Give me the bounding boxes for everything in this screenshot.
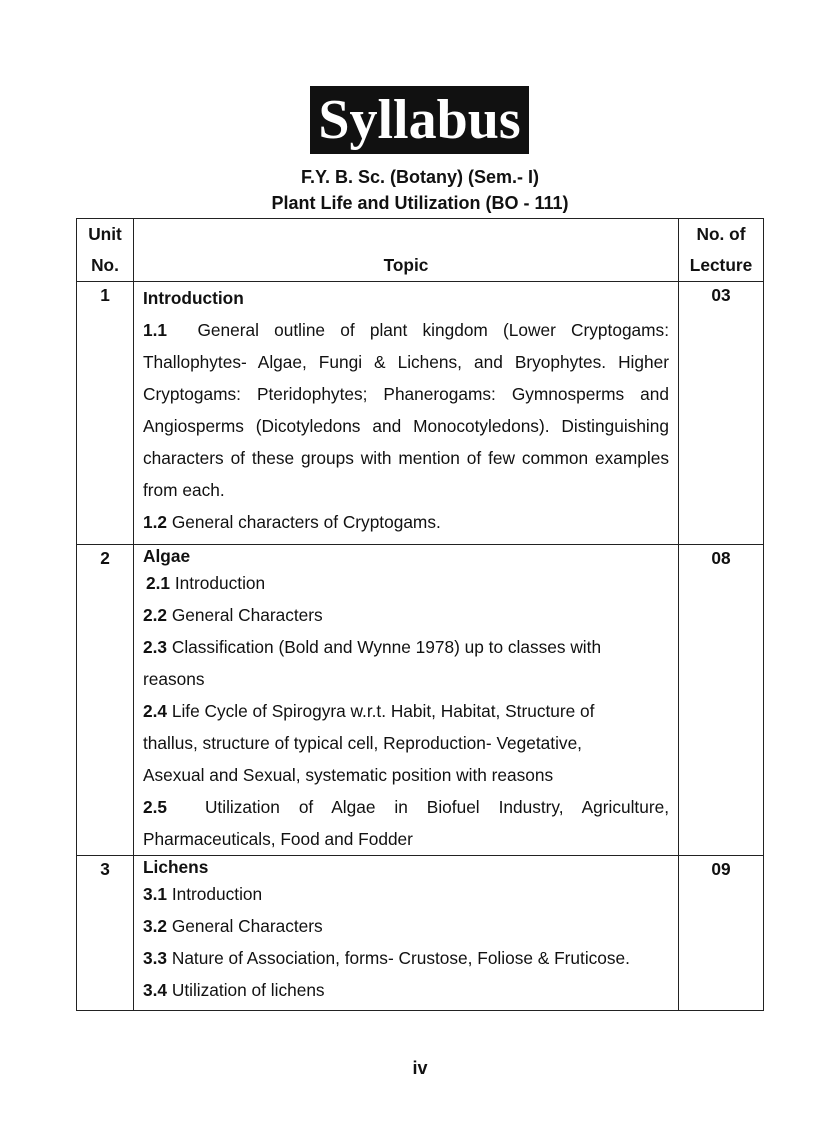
subtopic-number: 2.5	[143, 797, 168, 817]
lecture-count: 09	[679, 856, 764, 1011]
lecture-count: 08	[679, 545, 764, 856]
subtopic	[143, 314, 669, 506]
subtopic-text: General Characters	[171, 916, 323, 936]
unit-title: Lichens	[143, 857, 209, 877]
header-unit-line2: No.	[91, 255, 119, 275]
header-topic: Topic	[134, 219, 679, 282]
subtopic-number: 2.4	[143, 701, 168, 721]
subtopic-number: 3.4	[143, 980, 168, 1000]
subtopic-text: Utilization of Algae in Biofuel Industry, Agriculture, Pharmaceuticals, Food and Fodder	[143, 797, 669, 849]
course-subtitle: F.Y. B. Sc. (Botany) (Sem.- I)	[300, 167, 540, 187]
lecture-count: 03	[679, 282, 764, 545]
unit-number: 2	[77, 545, 134, 856]
subtopic-number: 1.1	[143, 320, 168, 340]
unit-number: 3	[77, 856, 134, 1011]
syllabus-table	[76, 218, 764, 1011]
unit-title: Introduction	[143, 288, 244, 308]
table-row	[77, 545, 764, 856]
subtopic	[143, 631, 669, 695]
subtopic-text: General Characters	[171, 605, 323, 625]
subtopic	[143, 974, 669, 1006]
page-number: iv	[412, 1058, 428, 1078]
subtopic-text: General outline of plant kingdom (Lower Cryptogams: Thallophytes- Algae, Fungi & Lichens, and Bryophytes. Higher Cryptogams: Pteridophytes; Phanerogams: Gymnosperms and Angiosperms (Dicotyledons and Monocotyledons). Distinguishing characters of these groups with mention of few common examples from each.	[143, 320, 670, 500]
subtopic	[143, 506, 669, 538]
subtopic	[143, 567, 669, 599]
subtopic-number: 1.2	[143, 512, 168, 532]
paper-title: Plant Life and Utilization (BO - 111)	[271, 193, 569, 213]
unit-number: 1	[77, 282, 134, 545]
syllabus-title: Syllabus	[310, 86, 529, 154]
subtopic-text: Nature of Association, forms- Crustose, Foliose & Fruticose.	[171, 948, 630, 968]
subtopic-number: 3.3	[143, 948, 168, 968]
subtopic-text: Introduction	[171, 884, 263, 904]
header-unit-line1: Unit	[88, 224, 122, 244]
table-header-row	[77, 219, 764, 282]
table-row	[77, 282, 764, 545]
subtopic-text: Classification (Bold and Wynne 1978) up to classes with reasons	[143, 637, 602, 689]
subtopic-text: Life Cycle of Spirogyra w.r.t. Habit, Habitat, Structure of thallus, structure of typical cell, Reproduction- Vegetative, Asexual and Sexual, systematic position with reasons	[143, 701, 595, 785]
subtopic-number: 2.1	[146, 573, 171, 593]
subtopic	[143, 791, 669, 855]
subtopic	[143, 910, 669, 942]
subtopic-number: 2.2	[143, 605, 168, 625]
subtopic	[143, 942, 669, 974]
header-unit-no	[77, 219, 134, 282]
table-row	[77, 856, 764, 1011]
topic-cell	[134, 282, 679, 545]
subtopic-text: Introduction	[174, 573, 266, 593]
unit-title: Algae	[143, 546, 191, 566]
subtopic-text: General characters of Cryptogams.	[171, 512, 441, 532]
subtopic-text: Utilization of lichens	[171, 980, 325, 1000]
subtopic-number: 3.2	[143, 916, 168, 936]
subtopic	[143, 878, 669, 910]
header-lecture-line2: Lecture	[689, 255, 753, 275]
subtopic-number: 2.3	[143, 637, 168, 657]
subtopic	[143, 599, 669, 631]
header-lecture-line1: No. of	[696, 224, 746, 244]
subtopic-number: 3.1	[143, 884, 168, 904]
topic-cell	[134, 545, 679, 856]
header-lectures	[679, 219, 764, 282]
topic-cell	[134, 856, 679, 1011]
subtopic	[143, 695, 669, 791]
